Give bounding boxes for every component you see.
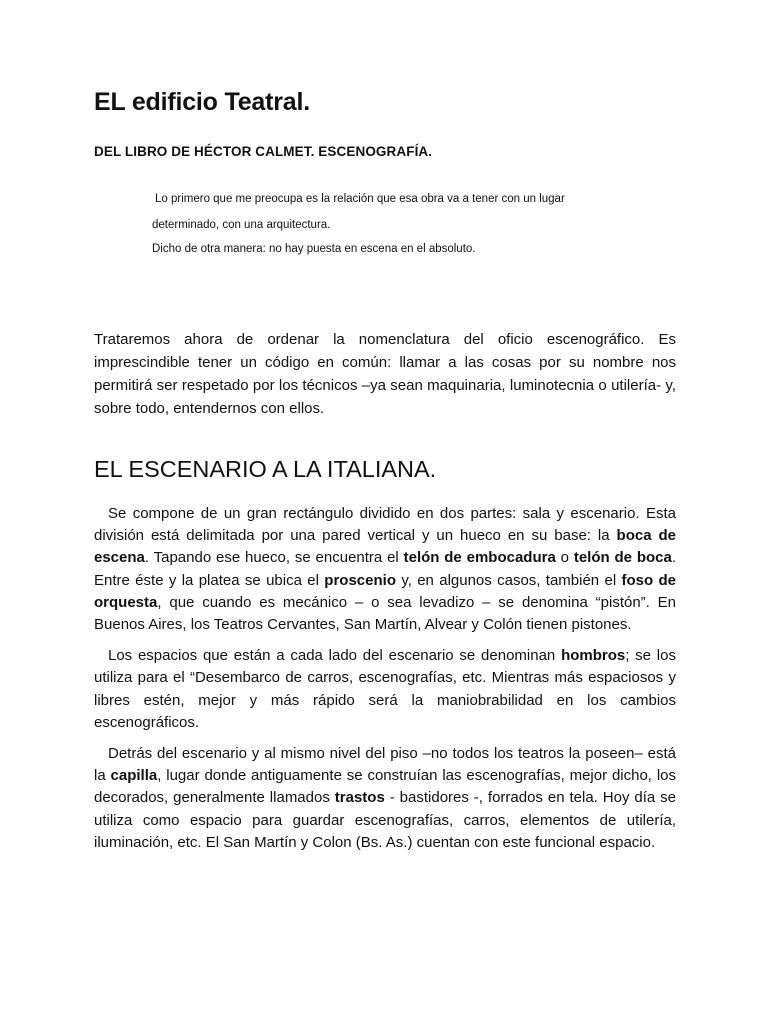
paragraph-capilla bbox=[94, 743, 676, 854]
quote-line: Lo primero que me preocupa es la relación que esa obra va a tener con un lugar bbox=[155, 193, 565, 205]
term-hombros: hombros bbox=[561, 647, 626, 665]
text-run: , lugar donde antiguamente se construían las escenografías, mejor dicho, los decorados, generalmente llamados bbox=[94, 767, 676, 807]
page-subtitle: DEL LIBRO DE HÉCTOR CALMET. ESCENOGRAFÍA. bbox=[94, 144, 433, 159]
text-run: Se compone de un gran rectángulo dividido en dos partes: sala y escenario. Esta división está delimitada por una pared vertical y un hueco en su base: la bbox=[94, 505, 676, 545]
intro-paragraph: Trataremos ahora de ordenar la nomenclatura del oficio escenográfico. Es imprescindible tener un código en común: llamar a las cosas por su nombre nos permitirá ser respetado por los técnicos –ya sean maquinaria, luminotecnia o utilería- y, sobre todo, entendernos con ellos. bbox=[94, 331, 676, 417]
term-trastos: trastos bbox=[334, 789, 385, 807]
text-run: - bastidores -, forrados en tela. Hoy día se utiliza como espacio para guardar escenografías, carros, elementos de utilería, iluminación, etc. El San Martín y Colon (Bs. As.) cuentan con este funcional espacio. bbox=[94, 789, 676, 851]
text-run: , que cuando es mecánico – o sea levadizo – se denomina “pistón”. En Buenos Aires, los Teatros Cervantes, San Martín, Alvear y Colón tienen pistones. bbox=[94, 593, 676, 634]
quote-line: Dicho de otra manera: no hay puesta en escena en el absoluto. bbox=[152, 243, 476, 255]
term-foso-de-orquesta: foso de orquesta bbox=[94, 571, 676, 611]
text-run: . Entre éste y la platea se ubica el bbox=[94, 549, 677, 589]
term-telon-de-boca: telón de boca bbox=[573, 549, 672, 567]
term-capilla: capilla bbox=[110, 767, 158, 785]
text-run: ; se los utiliza para el “Desembarco de carros, escenografías, etc. Mientras más espaciosos y libres estén, mejor y más rápido será la maniobrabilidad en los cambios escenográficos. bbox=[94, 647, 676, 731]
section-body bbox=[94, 503, 676, 863]
paragraph-stage bbox=[94, 503, 676, 636]
text-run: Detrás del escenario y al mismo nivel del piso –no todos los teatros la poseen– está la bbox=[94, 745, 676, 785]
text-run: . Tapando ese hueco, se encuentra el bbox=[144, 549, 404, 567]
page-title: EL edificio Teatral. bbox=[94, 88, 310, 116]
quote-line: determinado, con una arquitectura. bbox=[152, 219, 331, 231]
term-boca-de-escena: boca de escena bbox=[94, 527, 676, 567]
section-heading: EL ESCENARIO A LA ITALIANA. bbox=[94, 456, 437, 482]
term-proscenio: proscenio bbox=[324, 571, 396, 589]
paragraph-hombros bbox=[94, 645, 676, 734]
text-run: Los espacios que están a cada lado del escenario se denominan bbox=[108, 647, 562, 665]
epigraph-quote bbox=[152, 192, 672, 256]
term-telon-de-embocadura: telón de embocadura bbox=[403, 549, 556, 567]
text-run: y, en algunos casos, también el bbox=[395, 571, 622, 589]
text-run: o bbox=[555, 549, 574, 567]
